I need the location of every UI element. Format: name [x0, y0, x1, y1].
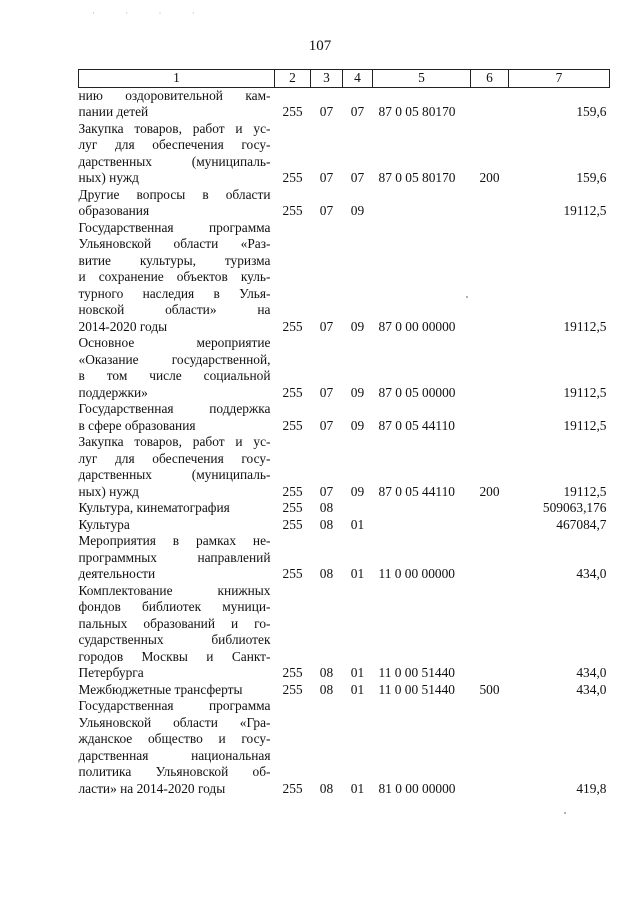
cell-target-article: 11 0 00 51440 — [378, 681, 455, 697]
cell-target-article: 11 0 00 00000 — [378, 566, 455, 581]
row-name-line: Государственная программа — [78, 698, 271, 713]
cell-admin-code: 255 — [282, 483, 303, 499]
table-row — [79, 401, 610, 434]
cell-target-article — [373, 517, 471, 534]
cell-amount: 419,8 — [576, 780, 607, 796]
cell-expense-type — [471, 187, 509, 220]
table-row — [79, 87, 610, 121]
table-row — [79, 698, 610, 797]
cell-section: 08 — [319, 780, 334, 796]
table-row — [79, 434, 610, 500]
cell-subsection: 09 — [350, 384, 365, 400]
cell-expense-type: 500 — [479, 681, 500, 697]
row-name-line: дарственная национальная — [78, 747, 271, 763]
table-row — [79, 187, 610, 220]
cell-target-article: 87 0 05 80170 — [378, 104, 456, 119]
row-name-line: и сохранение объектов куль- — [78, 269, 271, 284]
cell-target-article: 81 0 00 00000 — [378, 780, 456, 796]
row-name-line: луг для обеспечения госу- — [78, 450, 271, 466]
page-number: 107 — [308, 38, 332, 54]
table-row — [79, 500, 610, 517]
cell-admin-code: 255 — [282, 665, 303, 680]
row-name-line: пании детей — [78, 104, 149, 119]
row-name-line: Другие вопросы в области — [78, 186, 271, 202]
row-name-line: луг для обеспечения госу- — [78, 137, 271, 152]
cell-section: 07 — [319, 483, 334, 499]
row-name — [79, 434, 275, 500]
cell-expense-type — [471, 698, 509, 797]
cell-admin-code: 255 — [282, 681, 303, 697]
cell-amount: 159,6 — [576, 170, 607, 185]
cell-section: 07 — [319, 104, 334, 119]
cell-subsection: 01 — [350, 566, 365, 581]
row-name — [79, 187, 275, 220]
cell-expense-type — [471, 583, 509, 682]
header-col-4: 4 — [343, 70, 373, 88]
cell-amount: 159,6 — [576, 104, 607, 119]
cell-subsection: 01 — [350, 665, 365, 680]
row-name-line: витие культуры, туризма — [78, 252, 271, 268]
header-col-5: 5 — [373, 70, 471, 88]
cell-subsection — [343, 500, 373, 517]
cell-section: 08 — [319, 516, 334, 532]
cell-amount: 434,0 — [576, 566, 607, 581]
row-name-line: 2014-2020 годы — [78, 318, 168, 334]
table-row — [79, 220, 610, 336]
row-name — [79, 500, 275, 517]
table-row — [79, 583, 610, 682]
cell-admin-code: 255 — [282, 780, 303, 796]
cell-subsection: 01 — [350, 780, 365, 796]
cell-target-article: 87 0 05 80170 — [378, 170, 456, 185]
cell-section: 08 — [319, 500, 334, 515]
cell-section: 07 — [319, 318, 334, 334]
table-row — [79, 335, 610, 401]
row-name-line: Государственная программа — [78, 219, 271, 235]
cell-admin-code: 255 — [282, 318, 303, 334]
row-name-line: в том числе социальной — [78, 368, 271, 383]
row-name-line: ных) нужд — [78, 483, 139, 499]
row-name — [79, 87, 275, 121]
cell-amount: 19112,5 — [563, 483, 607, 499]
cell-admin-code: 255 — [282, 516, 303, 532]
row-name — [79, 220, 275, 336]
cell-section: 08 — [319, 681, 334, 697]
cell-target-article — [373, 500, 471, 517]
header-col-3: 3 — [311, 70, 343, 88]
cell-section: 07 — [319, 417, 334, 433]
cell-expense-type — [471, 335, 509, 401]
cell-expense-type — [471, 220, 509, 336]
row-name-line: пальных образований и го- — [78, 615, 271, 631]
row-name-line: ласти» на 2014-2020 годы — [78, 780, 226, 796]
row-name-line: сударственных библиотек — [78, 632, 271, 647]
row-name-line: программных направлений — [78, 549, 271, 565]
row-name — [79, 401, 275, 434]
cell-section: 08 — [319, 665, 334, 680]
cell-subsection: 01 — [350, 516, 365, 532]
row-name-line: Комплектование книжных — [78, 582, 271, 598]
cell-amount: 19112,5 — [563, 203, 607, 218]
row-name-line: дарственных (муниципаль- — [78, 153, 271, 169]
cell-amount: 19112,5 — [563, 384, 607, 400]
row-name-line: Культура, кинематография — [78, 500, 230, 515]
row-name-line: Ульяновской области «Раз- — [78, 236, 271, 251]
cell-amount: 434,0 — [576, 681, 607, 697]
cell-subsection: 01 — [350, 681, 365, 697]
cell-amount: 434,0 — [576, 665, 607, 680]
row-name-line: деятельности — [78, 566, 156, 581]
row-name-line: Межбюджетные трансферты — [78, 681, 243, 697]
cell-amount: 19112,5 — [563, 417, 607, 433]
cell-subsection: 09 — [350, 483, 365, 499]
cell-section: 07 — [319, 170, 334, 185]
row-name-line: образования — [78, 203, 150, 218]
row-name-line: в сфере образования — [78, 417, 196, 433]
row-name-line: «Оказание государственной, — [78, 351, 271, 367]
cell-target-article: 87 0 05 00000 — [378, 384, 456, 400]
scan-speck — [564, 812, 566, 814]
row-name-line: поддержки» — [78, 384, 148, 400]
header-col-1: 1 — [79, 70, 275, 88]
cell-admin-code: 255 — [282, 170, 303, 185]
table-body — [79, 87, 610, 797]
cell-admin-code: 255 — [282, 500, 303, 515]
cell-subsection: 07 — [350, 104, 365, 119]
row-name-line: Петербурга — [78, 665, 144, 680]
cell-section: 08 — [319, 566, 334, 581]
cell-target-article: 87 0 00 00000 — [378, 318, 456, 334]
table-row — [79, 517, 610, 534]
row-name — [79, 682, 275, 699]
row-name — [79, 335, 275, 401]
cell-target-article: 87 0 05 44110 — [378, 483, 455, 499]
cell-expense-type: 200 — [479, 483, 500, 499]
row-name-line: городов Москвы и Санкт- — [78, 648, 271, 664]
table-row — [79, 121, 610, 187]
row-name-line: турного наследия в Улья- — [78, 285, 271, 301]
row-name-line: Ульяновской области «Гра- — [78, 714, 271, 730]
budget-table — [78, 69, 610, 797]
table-row — [79, 533, 610, 583]
cell-admin-code: 255 — [282, 384, 303, 400]
cell-admin-code: 255 — [282, 203, 303, 218]
cell-admin-code: 255 — [282, 566, 303, 581]
row-name-line: Культура — [78, 516, 130, 532]
cell-subsection: 09 — [350, 417, 365, 433]
row-name-line: нию оздоровительной кам- — [78, 87, 271, 103]
cell-admin-code: 255 — [282, 417, 303, 433]
header-col-7: 7 — [509, 70, 610, 88]
header-col-2: 2 — [275, 70, 311, 88]
cell-expense-type — [471, 87, 509, 121]
cell-expense-type — [471, 500, 509, 517]
cell-amount: 467084,7 — [556, 516, 607, 532]
row-name — [79, 121, 275, 187]
scan-artifact: · · · · — [92, 8, 209, 18]
cell-target-article: 11 0 00 51440 — [378, 665, 455, 680]
row-name-line: Закупка товаров, работ и ус- — [78, 434, 271, 449]
cell-subsection: 07 — [350, 170, 365, 185]
row-name — [79, 533, 275, 583]
row-name-line: фондов библиотек муници- — [78, 599, 271, 614]
cell-expense-type — [471, 533, 509, 583]
row-name-line: дарственных (муниципаль- — [78, 467, 271, 482]
cell-expense-type: 200 — [479, 170, 500, 185]
cell-subsection: 09 — [350, 203, 365, 218]
row-name-line: политика Ульяновской об- — [78, 764, 271, 779]
row-name-line: ных) нужд — [78, 170, 139, 185]
header-col-6: 6 — [471, 70, 509, 88]
row-name — [79, 517, 275, 534]
row-name — [79, 583, 275, 682]
cell-admin-code: 255 — [282, 104, 303, 119]
cell-section: 07 — [319, 384, 334, 400]
cell-expense-type — [471, 517, 509, 534]
cell-target-article: 87 0 05 44110 — [378, 417, 455, 433]
row-name-line: Закупка товаров, работ и ус- — [78, 120, 271, 136]
table-row — [79, 682, 610, 699]
cell-expense-type — [471, 401, 509, 434]
row-name-line: Основное мероприятие — [78, 335, 271, 350]
row-name-line: Мероприятия в рамках не- — [78, 533, 271, 548]
table-header-row — [79, 70, 610, 88]
cell-amount: 509063,176 — [542, 500, 607, 515]
cell-subsection: 09 — [350, 318, 365, 334]
row-name-line: жданское общество и госу- — [78, 731, 271, 746]
cell-target-article — [373, 187, 471, 220]
row-name-line: Государственная поддержка — [78, 401, 271, 416]
cell-amount: 19112,5 — [563, 318, 607, 334]
row-name-line: новской области» на — [78, 302, 271, 317]
cell-section: 07 — [319, 203, 334, 218]
row-name — [79, 698, 275, 797]
